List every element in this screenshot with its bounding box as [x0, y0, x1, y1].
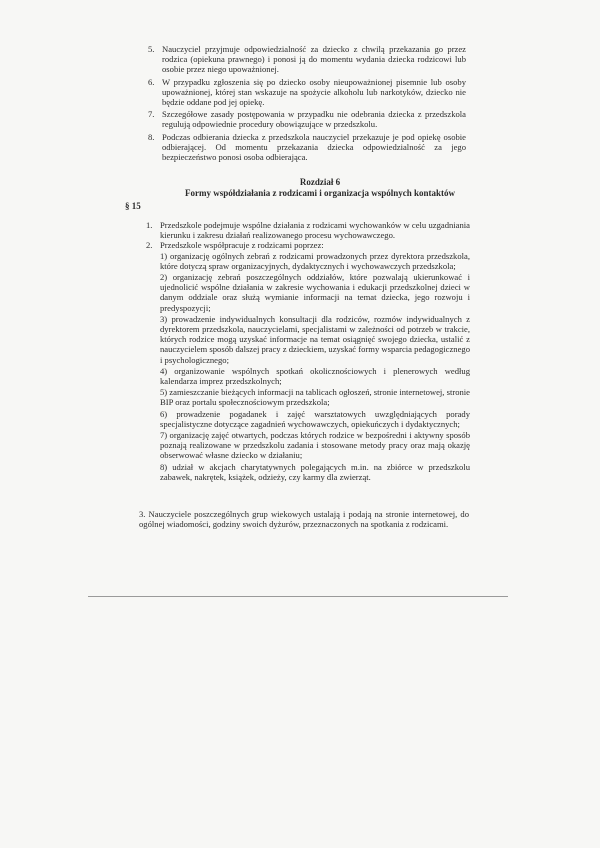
list-item-number: 7.: [148, 109, 155, 120]
sub-list-item: 3) prowadzenie indywidualnych konsultacji dla rodziców, rozmów indywidualnych z dyrektorem przedszkola, nauczycielami, specjalistami w zależności od potrzeb w trakcie, których rodzice mogą uzyskać informacje na temat osiągnięć swojego dziecka, ustalić z nauczycielem sposób dalszej pracy z dzieckiem, uzyskać formy wsparcia pedagogicznego i psychologicznego;: [160, 313, 470, 365]
sub-list: [160, 251, 470, 482]
list-item: [148, 132, 466, 163]
list-item-number: 2.: [146, 240, 153, 251]
chapter-title: Formy współdziałania z rodzicami i organizacja wspólnych kontaktów: [184, 188, 456, 198]
list-item-text: Przedszkole podejmuje wspólne działania z rodzicami wychowanków w celu uzgadniania kierunku i zakresu działań realizowanego procesu wychowawczego.: [160, 220, 470, 241]
list-item: [148, 44, 466, 75]
list-item-number: 5.: [148, 44, 155, 54]
paragraph-mark: § 15: [125, 201, 141, 211]
main-numbered-list: [146, 220, 470, 483]
list-item-text: Szczegółowe zasady postępowania w przypadku nie odebrania dziecka z przedszkola regulują odpowiednie procedury obowiązujące w przedszkolu.: [162, 109, 466, 130]
list-item-text: Podczas odbierania dziecka z przedszkola nauczyciel przekazuje je pod opiekę osobie odbierającej. Od momentu przekazania dziecka odpowiedzialność za jego bezpieczeństwo ponosi osoba odbierająca.: [162, 131, 466, 163]
sub-list-item: 1) organizację ogólnych zebrań z rodzicami prowadzonych przez dyrektora przedszkola, które dotyczą spraw organizacyjnych, dydaktycznych i wychowawczych przedszkola;: [160, 250, 470, 271]
scan-divider-line: [88, 596, 508, 597]
list-item: [146, 220, 470, 240]
list-item-text: W przypadku zgłoszenia się po dziecko osoby nieupoważnionej pisemnie lub osoby upoważnionej, której stan wskazuje na spożycie alkoholu lub narkotyków, dziecko nie będzie oddane pod jej opiekę.: [162, 76, 466, 108]
list-item-3: 3. Nauczyciele poszczególnych grup wiekowych ustalają i podają na stronie internetowej, do ogólnej wiadomości, godziny swoich dyżurów, przeznaczonych na spotkania z rodzicami.: [139, 509, 469, 530]
sub-list-item: 6) prowadzenie pogadanek i zajęć warsztatowych uwzględniających porady specjalistyczne dotyczące zagadnień wychowawczych, opiekuńczych i dydaktycznych;: [160, 408, 470, 429]
list-item-number: 1.: [146, 220, 153, 230]
list-item: [146, 240, 470, 250]
chapter-number: Rozdział 6: [299, 177, 341, 187]
list-item-number: 6.: [148, 76, 155, 87]
list-item-text: Nauczyciel przyjmuje odpowiedzialność za dziecko z chwilą przekazania go przez rodzica (opiekuna prawnego) i ponosi ją do momentu wydania dziecka rodzicowi lub osobie przez niego upoważnionej.: [162, 44, 466, 75]
sub-list-item: 2) organizację zebrań poszczególnych oddziałów, które pozwalają ukierunkować i ujednolicić wspólne działania w zakresie wychowania i edukacji przedszkolnej dzieci w danym oddziale oraz służą wymianie informacji na temat dziecka, jego rozwoju i predyspozycji;: [160, 272, 470, 313]
sub-list-item: 8) udział w akcjach charytatywnych polegających m.in. na zbiórce w przedszkolu zabawek, nakrętek, książek, odzieży, czy karmy dla zwierząt.: [160, 461, 470, 482]
list-item-number: 8.: [148, 131, 155, 142]
sub-list-item: 5) zamieszczanie bieżących informacji na tablicach ogłoszeń, stronie internetowej, stronie BIP oraz portalu społecznościowym przedszkola;: [160, 387, 470, 408]
list-item: [148, 109, 466, 129]
sub-list-item: 7) organizację zajęć otwartych, podczas których rodzice w bezpośredni i aktywny sposób poznają realizowane w przedszkolu zadania i stosowane metody pracy oraz mają okazję obserwować własne dziecko w działaniu;: [160, 430, 470, 461]
list-item-text: Przedszkole współpracuje z rodzicami poprzez:: [160, 240, 324, 251]
list-item: [148, 77, 466, 108]
sub-list-item: 4) organizowanie wspólnych spotkań okolicznościowych i plenerowych według kalendarza imprez przedszkolnych;: [160, 365, 470, 387]
top-numbered-list: [148, 44, 466, 164]
